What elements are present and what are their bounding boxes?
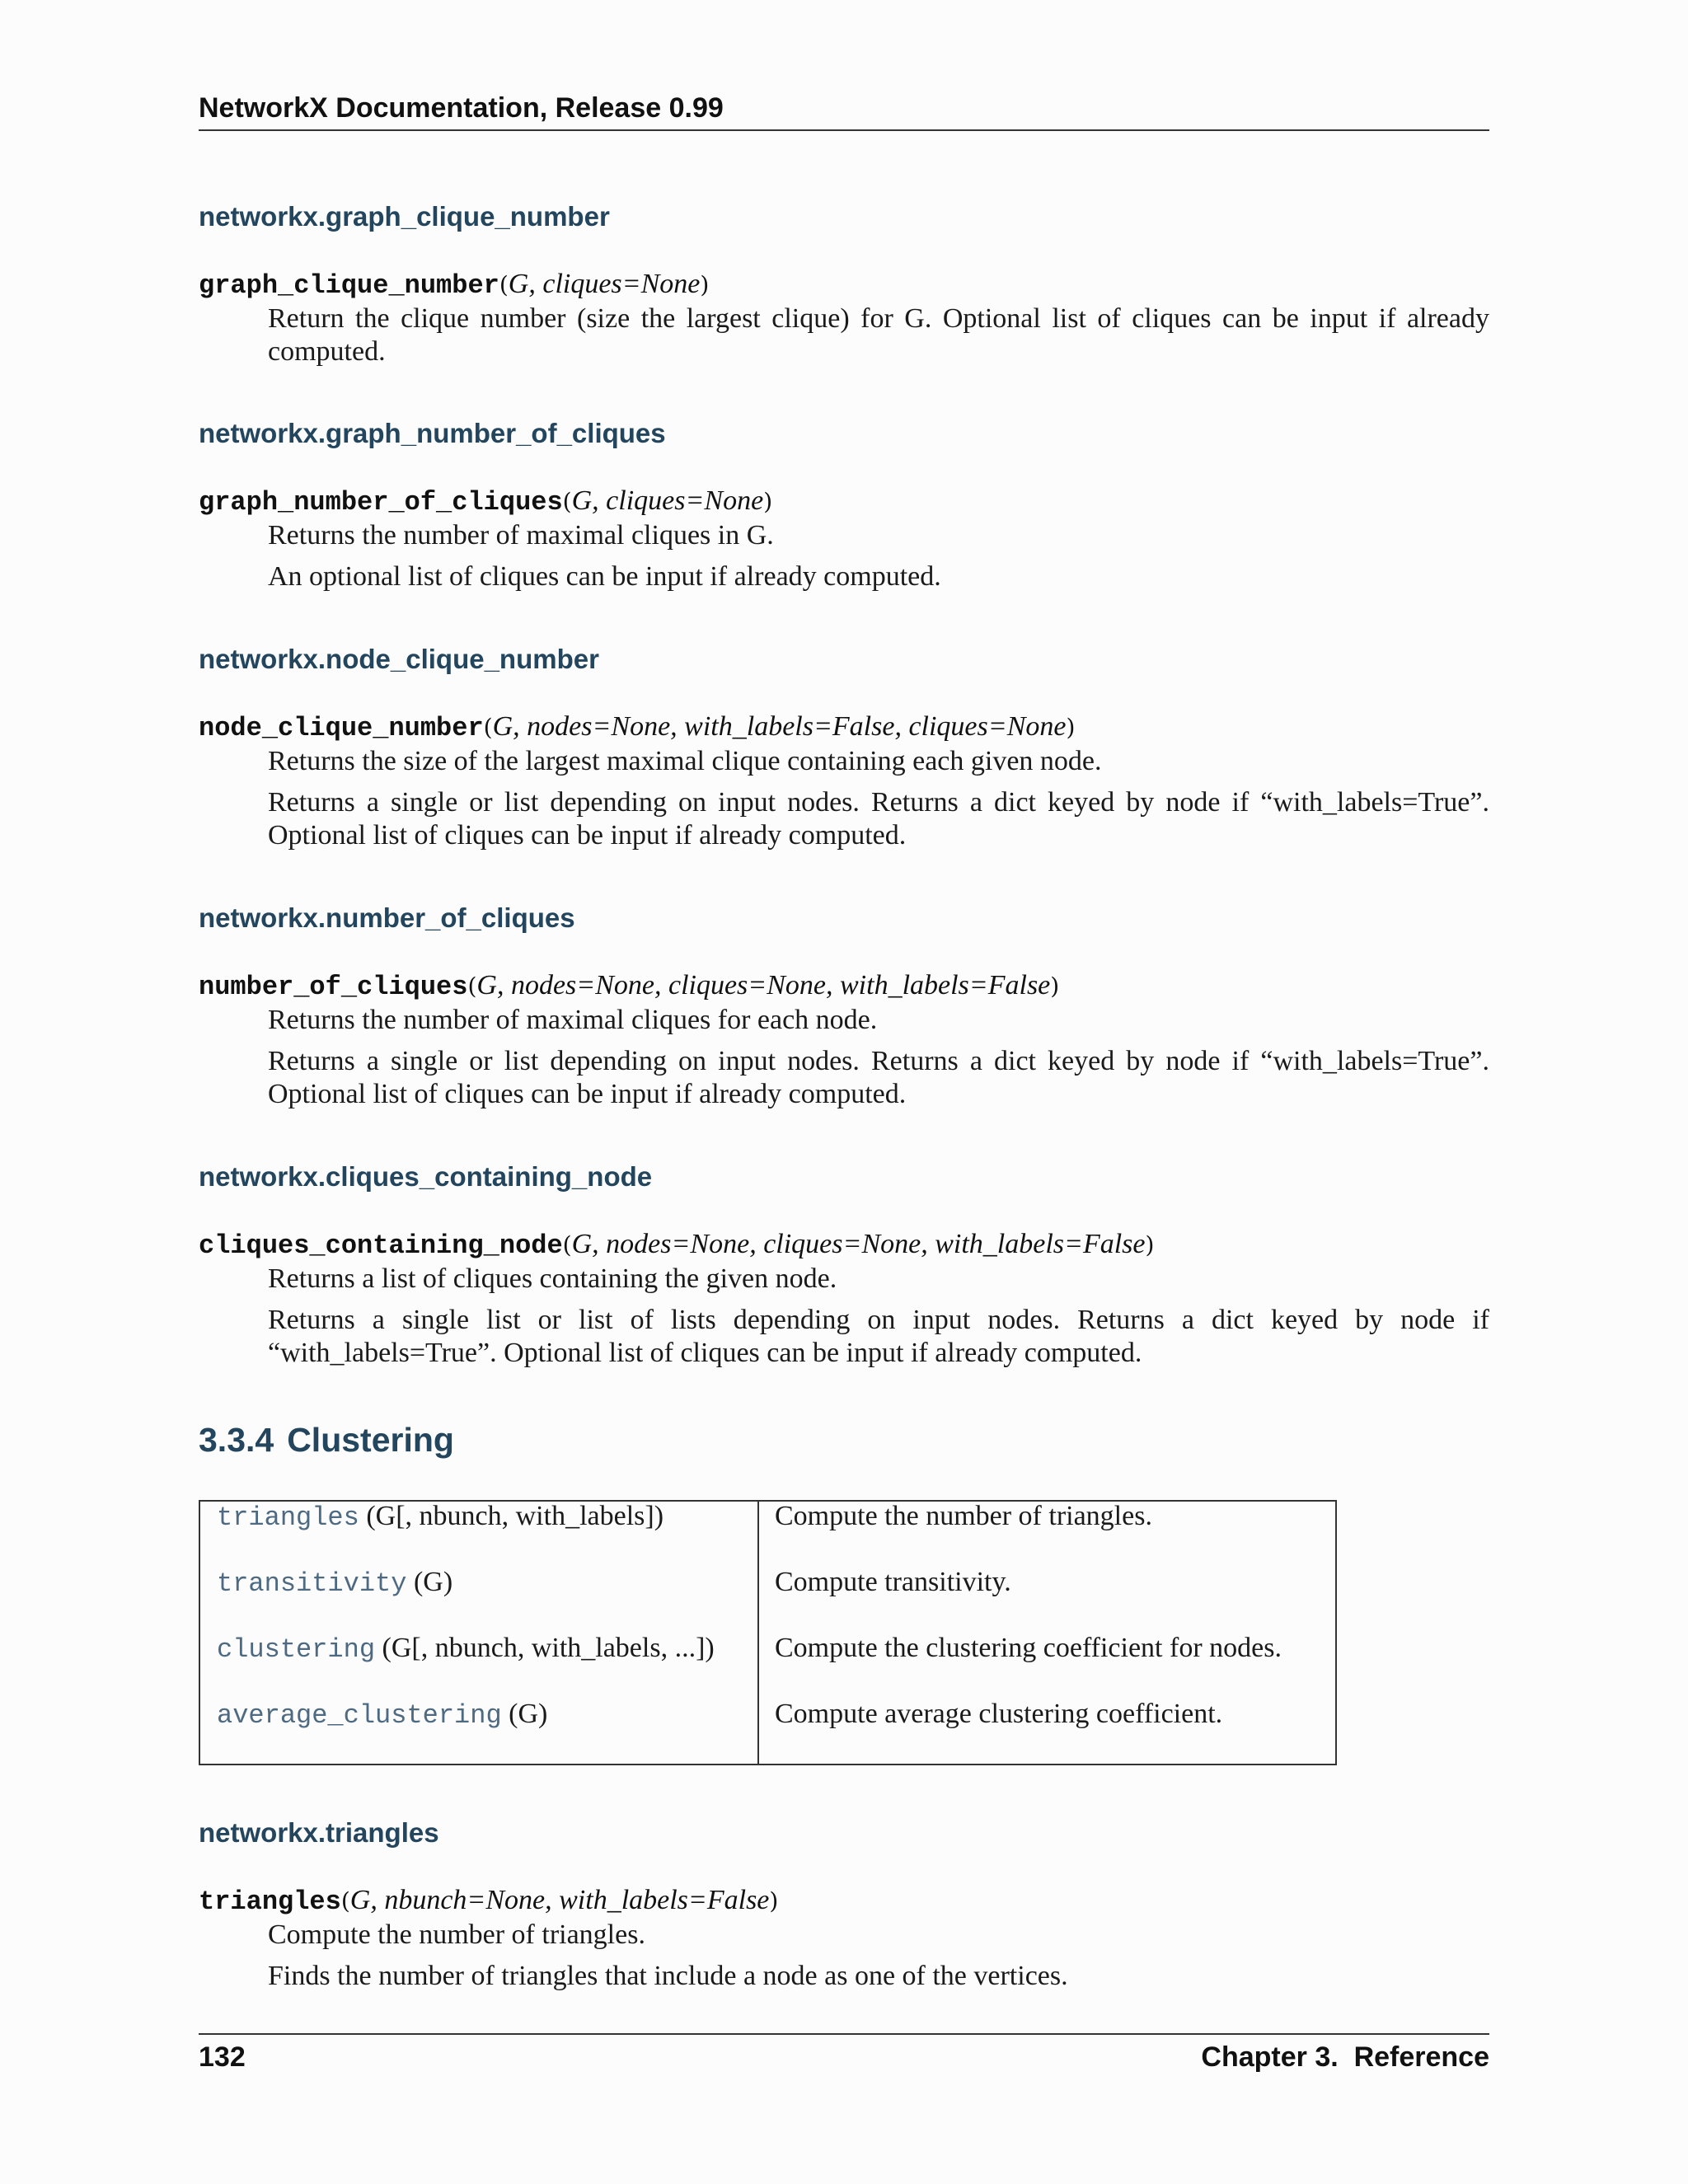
api-entry-number-of-cliques — [199, 902, 1489, 1111]
function-args: (G) — [413, 1567, 453, 1597]
function-args: (G[, nbunch, with_labels, ...]) — [382, 1633, 715, 1663]
function-params: G, cliques=None — [508, 269, 701, 299]
chapter-label: Chapter 3. Reference — [1201, 2041, 1489, 2073]
table-row — [200, 1500, 1335, 1533]
function-name: graph_number_of_cliques — [199, 487, 563, 518]
description-paragraph: Returns the size of the largest maximal clique containing each given node. — [268, 746, 1102, 776]
function-summary: Compute transitivity. — [775, 1567, 1011, 1597]
function-description — [268, 1919, 1489, 1993]
section-heading — [199, 1421, 454, 1460]
document-page — [199, 0, 1489, 2184]
function-link-clustering[interactable]: clustering — [217, 1634, 376, 1665]
footer-rule — [199, 2033, 1489, 2035]
function-summary: Compute average clustering coefficient. — [775, 1699, 1223, 1729]
api-entry-triangles — [199, 1816, 1489, 1993]
api-entry-graph-number-of-cliques — [199, 417, 1489, 593]
entry-heading: networkx.node_clique_number — [199, 644, 599, 674]
description-paragraph: Compute the number of triangles. — [268, 1919, 645, 1950]
function-args: (G[, nbunch, with_labels]) — [366, 1501, 664, 1531]
entry-heading: networkx.graph_number_of_cliques — [199, 418, 666, 448]
entry-heading: networkx.cliques_containing_node — [199, 1161, 653, 1192]
function-params: G, nodes=None, cliques=None, with_labels=False — [571, 1229, 1146, 1259]
function-link-transitivity[interactable]: transitivity — [217, 1568, 407, 1599]
function-params: G, nodes=None, with_labels=False, cliques=None — [492, 711, 1067, 742]
description-paragraph: Returns a single or list depending on input nodes. Returns a dict keyed by node if “with_labels=True”. Optional list of cliques can be input if already computed. — [268, 1046, 1489, 1109]
entry-heading: networkx.number_of_cliques — [199, 902, 575, 933]
function-name: cliques_containing_node — [199, 1230, 563, 1261]
function-signature: graph_number_of_cliques(G, cliques=None) — [199, 485, 773, 518]
description-paragraph: Returns a single or list depending on input nodes. Returns a dict keyed by node if “with_labels=True”. Optional list of cliques can be input if already computed. — [268, 787, 1489, 851]
function-params: G, cliques=None — [571, 485, 764, 516]
entry-heading: networkx.triangles — [199, 1817, 439, 1848]
function-name: triangles — [199, 1886, 341, 1917]
api-entry-cliques-containing-node — [199, 1160, 1489, 1370]
function-name: graph_clique_number — [199, 270, 499, 301]
function-params: G, nbunch=None, with_labels=False — [349, 1885, 770, 1915]
description-paragraph: An optional list of cliques can be input if already computed. — [268, 561, 941, 592]
function-name: number_of_cliques — [199, 972, 468, 1002]
table-row — [200, 1632, 1335, 1665]
function-link-triangles[interactable]: triangles — [217, 1502, 359, 1533]
header-rule — [199, 129, 1489, 131]
description-paragraph: Return the clique number (size the largest clique) for G. Optional list of cliques can be input if already computed. — [268, 303, 1489, 367]
description-paragraph: Returns a single list or list of lists depending on input nodes. Returns a dict keyed by node if “with_labels=True”. Optional list of cliques can be input if already computed. — [268, 1305, 1489, 1368]
function-description — [268, 302, 1489, 368]
function-params: G, nodes=None, cliques=None, with_labels=False — [476, 970, 1051, 1001]
running-header: NetworkX Documentation, Release 0.99 — [199, 92, 724, 124]
function-signature: triangles(G, nbunch=None, with_labels=False) — [199, 1885, 779, 1917]
function-description — [268, 745, 1489, 852]
function-summary: Compute the number of triangles. — [775, 1501, 1152, 1531]
function-signature: graph_clique_number(G, cliques=None) — [199, 269, 710, 301]
table-row — [200, 1566, 1335, 1599]
function-link-average-clustering[interactable]: average_clustering — [217, 1700, 502, 1731]
function-description — [268, 1263, 1489, 1370]
section-title: Clustering — [287, 1421, 454, 1459]
description-paragraph: Returns the number of maximal cliques for each node. — [268, 1005, 878, 1035]
function-name: node_clique_number — [199, 713, 484, 743]
description-paragraph: Returns the number of maximal cliques in G. — [268, 520, 774, 551]
api-entry-node-clique-number — [199, 643, 1489, 852]
function-summary: Compute the clustering coefficient for nodes. — [775, 1633, 1282, 1663]
description-paragraph: Finds the number of triangles that include a node as one of the vertices. — [268, 1961, 1068, 1991]
function-description — [268, 519, 1489, 593]
function-signature: cliques_containing_node(G, nodes=None, cliques=None, with_labels=False) — [199, 1229, 1155, 1261]
table-row — [200, 1698, 1335, 1731]
function-description — [268, 1004, 1489, 1111]
description-paragraph: Returns a list of cliques containing the given node. — [268, 1263, 837, 1294]
function-args: (G) — [509, 1699, 548, 1729]
page-number: 132 — [199, 2041, 246, 2073]
function-signature: number_of_cliques(G, nodes=None, cliques=None, with_labels=False) — [199, 970, 1060, 1002]
function-signature: node_clique_number(G, nodes=None, with_labels=False, cliques=None) — [199, 711, 1076, 743]
api-entry-graph-clique-number — [199, 200, 1489, 368]
summary-table — [199, 1500, 1337, 1765]
entry-heading: networkx.graph_clique_number — [199, 201, 610, 232]
section-number: 3.3.4 — [199, 1421, 274, 1459]
